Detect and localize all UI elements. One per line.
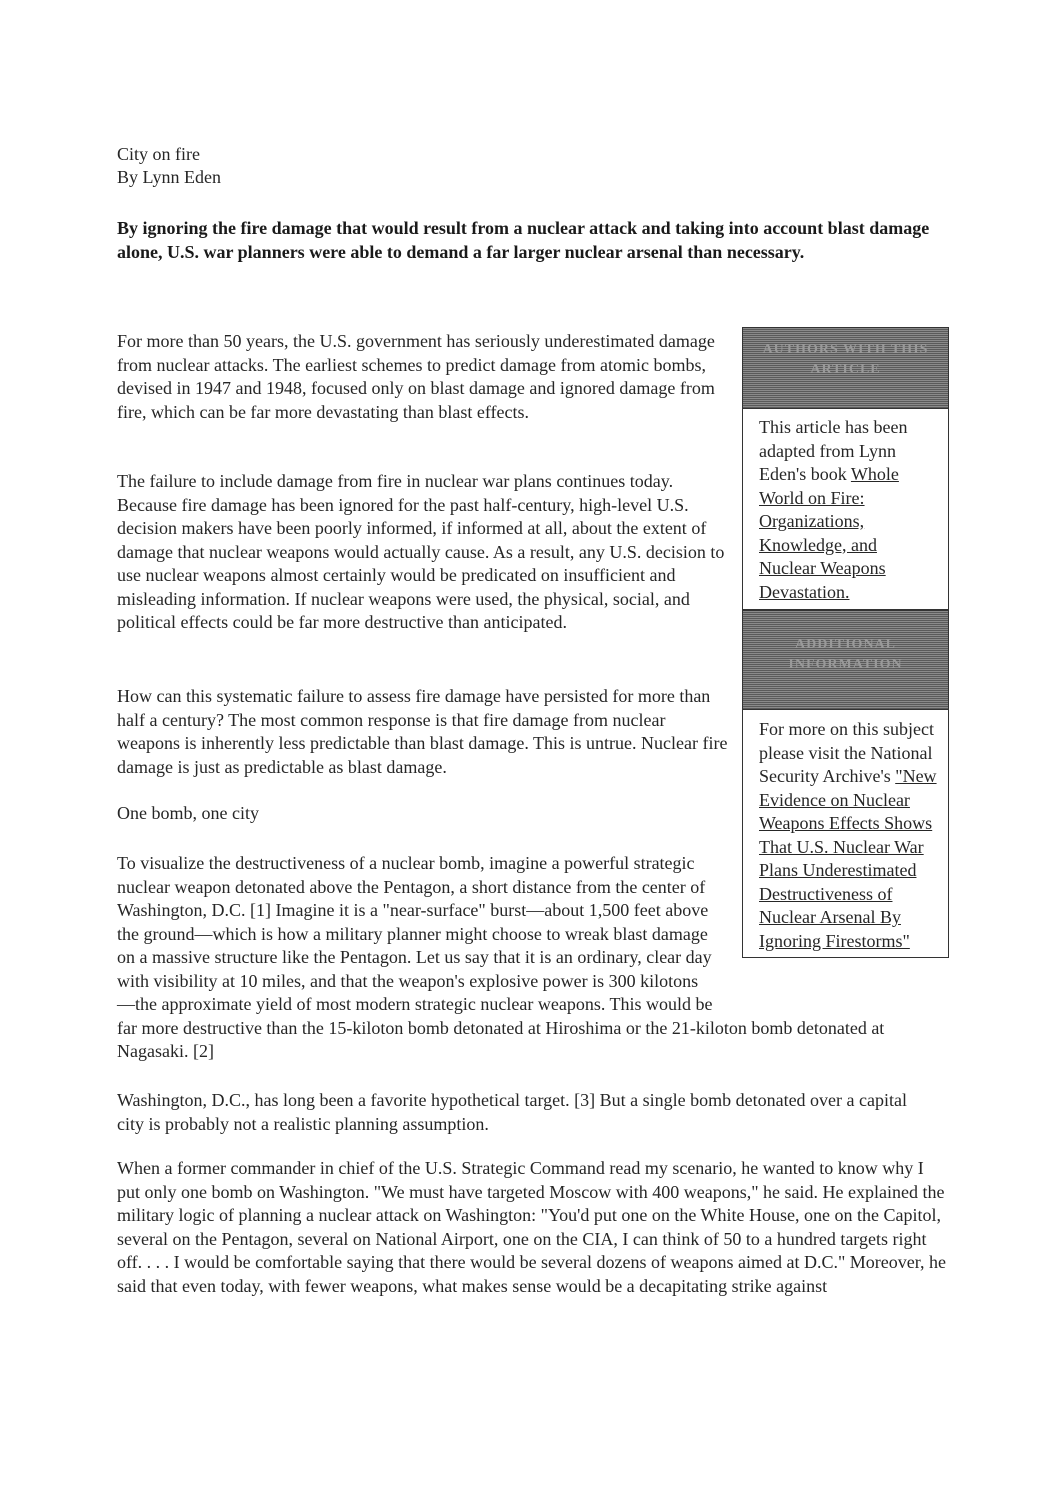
- sidebar: [742, 327, 949, 958]
- article-byline: By Lynn Eden: [117, 167, 221, 187]
- body-paragraph: How can this systematic failure to assess fire damage have persisted for more than half a century? The most common response is that fire damage from nuclear weapons is inherently less predictable than blast damage. This is untrue. Nuclear fire damage is just as predictable as blast damage.: [117, 686, 728, 777]
- body-paragraph-text: To visualize the destructiveness of a nuclear bomb, imagine a powerful strategic nuclear weapon detonated above the Pentagon, a short distance from the center of Washington, D.C. [1] Imagine it is a "near-surface" burst—about 1,500 feet above the ground—which is how a military planner might choose to wreak blast damage on a massive structure like the Pentagon. Let us say that it is an ordinary, clear day with visibility at 10 miles, and that the weapon's explosive power is 300 kilotons—the approximate yield of most modern strategic nuclear weapons. This would be far more destructive than the 15-kiloton bomb detonated at Hiroshima or the 21-kiloton bomb detonated at Nagasaki. [2]: [117, 853, 885, 1061]
- sidebar-header-info-label: ADDITIONAL INFORMATION: [788, 637, 903, 672]
- sidebar-header-about-label: AUTHORS WITH THIS ARTICLE: [762, 342, 929, 377]
- sidebar-about-text: This article has been adapted from Lynn Eden's book: [759, 417, 908, 484]
- body-paragraph: Washington, D.C., has long been a favorite hypothetical target. [3] But a single bomb detonated over a capital city is probably not a realistic planning assumption.: [117, 1090, 907, 1134]
- article-lede: By ignoring the fire damage that would result from a nuclear attack and taking into account blast damage alone, U.S. war planners were able to demand a far larger nuclear arsenal than necessary.: [117, 218, 930, 262]
- sidebar-header-about: [742, 327, 949, 409]
- sidebar-box-about: [742, 409, 949, 610]
- sidebar-header-info: [742, 610, 949, 710]
- body-paragraph: The failure to include damage from fire in nuclear war plans continues today. Because fire damage has been ignored for the past half-century, high-level U.S. decision makers have been poorly informed, if informed at all, about the extent of damage that nuclear weapons would actually cause. As a result, any U.S. decision to use nuclear weapons almost certainly would be predicated on insufficient and misleading information. If nuclear weapons were used, the physical, social, and political effects could be far more destructive than anticipated.: [117, 471, 725, 632]
- book-link[interactable]: Whole World on Fire: Organizations, Knowledge, and Nuclear Weapons Devastation.: [759, 464, 899, 602]
- sidebar-info-text: For more on this subject please visit the National Security Archive's: [759, 719, 934, 786]
- archive-link[interactable]: "New Evidence on Nuclear Weapons Effects Shows That U.S. Nuclear War Plans Underestimated Destructiveness of Nuclear Arsenal By Ignoring Firestorms": [759, 766, 937, 951]
- article-title: City on fire: [117, 144, 200, 164]
- body-paragraph: For more than 50 years, the U.S. government has seriously underestimated damage from nuclear attacks. The earliest schemes to predict damage from atomic bombs, devised in 1947 and 1948, focused only on blast damage and ignored damage from fire, which can be far more devastating than blast effects.: [117, 331, 715, 422]
- section-subheading: One bomb, one city: [117, 803, 259, 823]
- body-paragraph: When a former commander in chief of the U.S. Strategic Command read my scenario, he wanted to know why I put only one bomb on Washington. "We must have targeted Moscow with 400 weapons," he said. He explained the military logic of planning a nuclear attack on Washington: "You'd put one on the White House, one on the Capitol, several on the Pentagon, several on National Airport, one on the CIA, I can think of 50 to a hundred targets right off. . . . I would be comfortable saying that there would be several dozens of weapons aimed at D.C." Moreover, he said that even today, with fewer weapons, what makes sense would be a decapitating strike against: [117, 1158, 947, 1296]
- sidebar-box-info: [742, 710, 949, 958]
